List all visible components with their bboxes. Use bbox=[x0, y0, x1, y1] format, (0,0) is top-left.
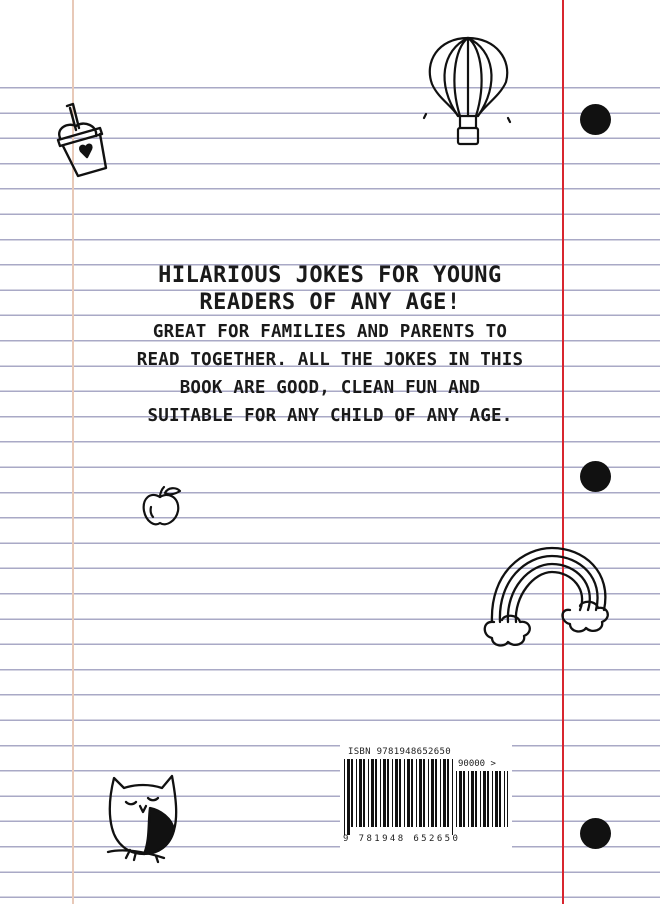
barcode-main-bars bbox=[344, 759, 454, 835]
owl-icon bbox=[100, 768, 184, 864]
barcode-bar bbox=[363, 759, 365, 827]
barcode-bar bbox=[492, 771, 493, 827]
description bbox=[110, 318, 550, 430]
binder-hole-bottom bbox=[580, 818, 611, 849]
barcode-addon-bars bbox=[456, 771, 508, 835]
barcode-bar bbox=[499, 771, 501, 827]
hot-air-balloon-icon bbox=[420, 34, 516, 152]
price-code: 90000 > bbox=[458, 759, 496, 769]
barcode-bar bbox=[487, 771, 489, 827]
isbn-barcode bbox=[340, 745, 512, 849]
barcode-bar bbox=[468, 771, 469, 827]
barcode-bar bbox=[383, 759, 386, 827]
barcode-bar bbox=[368, 759, 369, 827]
right-margin-line bbox=[562, 0, 564, 904]
barcode-bar bbox=[495, 771, 498, 827]
back-cover-blurb bbox=[110, 262, 550, 430]
rainbow-icon bbox=[480, 542, 620, 654]
apple-icon bbox=[138, 483, 186, 529]
barcode-bar bbox=[356, 759, 357, 827]
frappe-cup-icon bbox=[50, 100, 114, 182]
description-line-1: GREAT FOR FAMILIES AND PARENTS TO bbox=[152, 322, 508, 342]
barcode-bar bbox=[471, 771, 474, 827]
barcode-bar bbox=[351, 759, 353, 827]
barcode-bar bbox=[347, 759, 350, 835]
binder-hole-top bbox=[580, 104, 611, 135]
description-line-2: READ TOGETHER. ALL THE JOKES IN THIS bbox=[136, 350, 524, 370]
barcode-bar bbox=[435, 759, 437, 827]
paper-top-margin bbox=[0, 0, 660, 85]
barcode-bar bbox=[507, 771, 508, 827]
binder-hole-middle bbox=[580, 461, 611, 492]
barcode-bar bbox=[447, 759, 449, 827]
isbn-label: ISBN 9781948652650 bbox=[348, 747, 451, 757]
barcode-bar bbox=[375, 759, 377, 827]
barcode-bar bbox=[428, 759, 429, 827]
barcode-bar bbox=[443, 759, 446, 827]
barcode-bar bbox=[416, 759, 417, 827]
barcode-bar bbox=[407, 759, 410, 827]
barcode-bar bbox=[504, 771, 505, 827]
barcode-number: 9 781948 652650 bbox=[343, 834, 461, 844]
description-line-3: BOOK ARE GOOD, CLEAN FUN AND bbox=[179, 378, 481, 398]
barcode-bar bbox=[380, 759, 381, 827]
barcode-bar bbox=[463, 771, 465, 827]
barcode-bar bbox=[359, 759, 362, 827]
barcode-bar bbox=[423, 759, 425, 827]
barcode-bar bbox=[371, 759, 374, 827]
description-line-4: SUITABLE FOR ANY CHILD OF ANY AGE. bbox=[147, 406, 513, 426]
barcode-bar bbox=[440, 759, 441, 827]
barcode-bar bbox=[483, 771, 486, 827]
barcode-bar bbox=[404, 759, 405, 827]
barcode-bar bbox=[387, 759, 389, 827]
barcode-bar bbox=[459, 771, 462, 827]
barcode-bar bbox=[419, 759, 422, 827]
barcode-bar bbox=[395, 759, 398, 827]
headline-line-1: HILARIOUS JOKES FOR YOUNG bbox=[158, 263, 502, 288]
barcode-bar bbox=[431, 759, 434, 827]
barcode-bar bbox=[392, 759, 393, 827]
barcode-bar bbox=[452, 759, 453, 835]
barcode-bar bbox=[411, 759, 413, 827]
barcode-bar bbox=[456, 771, 457, 827]
barcode-bar bbox=[344, 759, 345, 835]
barcode-bar bbox=[399, 759, 401, 827]
headline bbox=[110, 262, 550, 316]
barcode-bar bbox=[475, 771, 477, 827]
headline-line-2: READERS OF ANY AGE! bbox=[199, 290, 461, 315]
barcode-bar bbox=[480, 771, 481, 827]
